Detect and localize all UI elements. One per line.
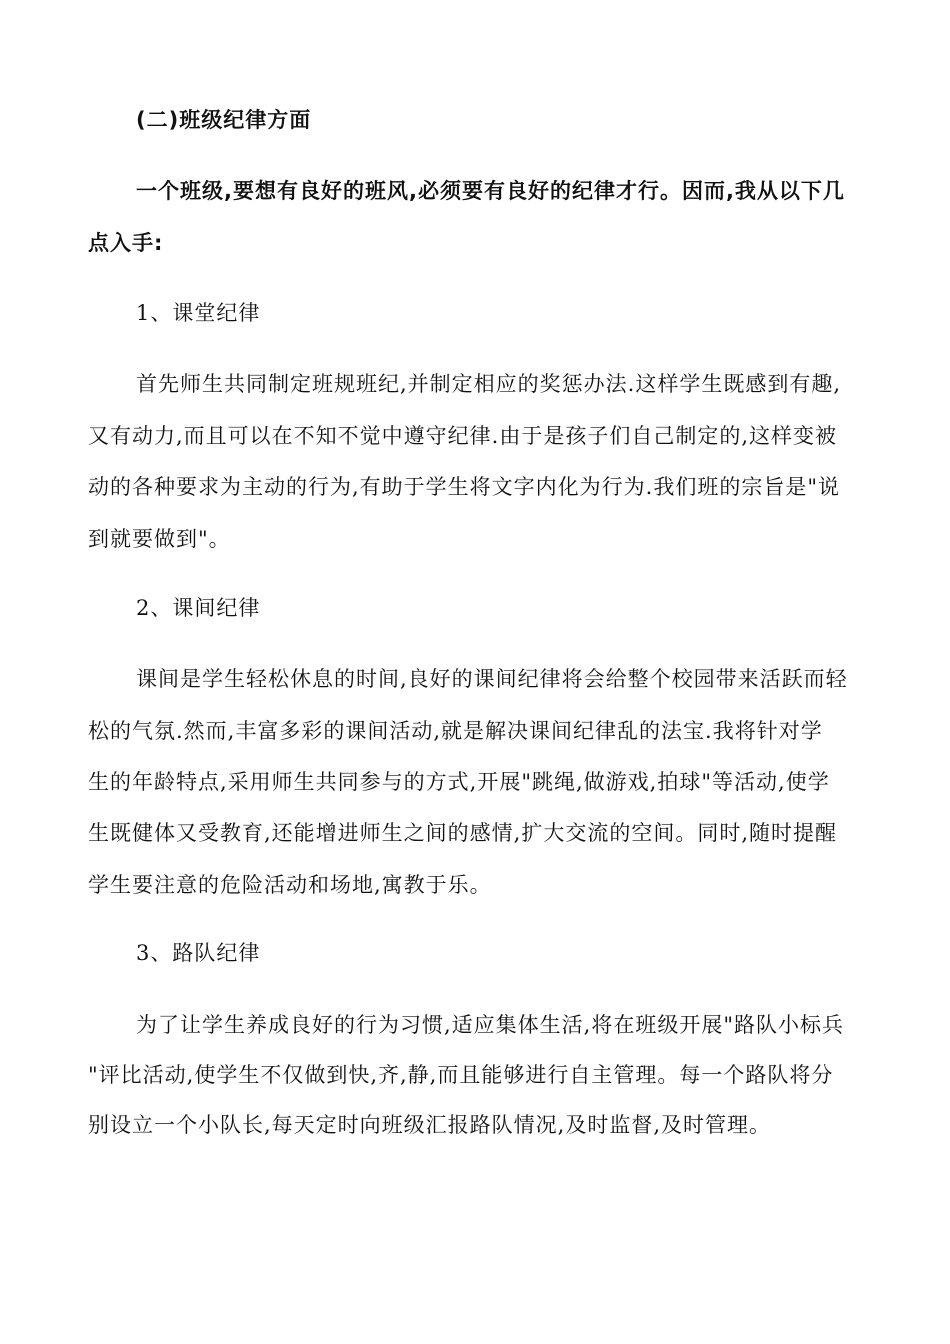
- intro-line-2: 点入手:: [88, 231, 164, 255]
- item-2-title: 2、课间纪律: [136, 596, 261, 620]
- item-3-line-2: "评比活动,使学生不仅做到快,齐,静,而且能够进行自主管理。每一个路队将分: [88, 1063, 834, 1087]
- item-2-line-3: 生的年龄特点,采用师生共同参与的方式,开展"跳绳,做游戏,拍球"等活动,使学: [88, 770, 830, 794]
- item-2-line-4: 生既健体又受教育,还能增进师生之间的感情,扩大交流的空间。同时,随时提醒: [88, 821, 838, 845]
- item-3-title: 3、路队纪律: [136, 941, 261, 965]
- item-1-line-3: 动的各种要求为主动的行为,有助于学生将文字内化为行为.我们班的宗旨是"说: [88, 475, 841, 499]
- item-2-line-5: 学生要注意的危险活动和场地,寓教于乐。: [88, 873, 492, 897]
- item-1-line-4: 到就要做到"。: [88, 527, 231, 551]
- item-1-line-2: 又有动力,而且可以在不知不觉中遵守纪律.由于是孩子们自己制定的,这样变被: [88, 424, 838, 448]
- item-2-line-2: 松的气氛.然而,丰富多彩的课间活动,就是解决课间纪律乱的法宝.我将针对学: [88, 719, 823, 743]
- section-heading: (二)班级纪律方面: [136, 108, 312, 132]
- item-1-line-1: 首先师生共同制定班规班纪,并制定相应的奖惩办法.这样学生既感到有趣,: [136, 372, 842, 396]
- item-3-line-3: 别设立一个小队长,每天定时向班级汇报路队情况,及时监督,及时管理。: [88, 1113, 772, 1137]
- item-3-line-1: 为了让学生养成良好的行为习惯,适应集体生活,将在班级开展"路队小标兵: [136, 1013, 845, 1037]
- item-2-line-1: 课间是学生轻松休息的时间,良好的课间纪律将会给整个校园带来活跃而轻: [136, 667, 848, 691]
- item-1-title: 1、课堂纪律: [136, 301, 261, 325]
- document-page: [88, 0, 862, 1344]
- intro-line-1: 一个班级,要想有良好的班风,必须要有良好的纪律才行。因而,我从以下几: [136, 179, 845, 203]
